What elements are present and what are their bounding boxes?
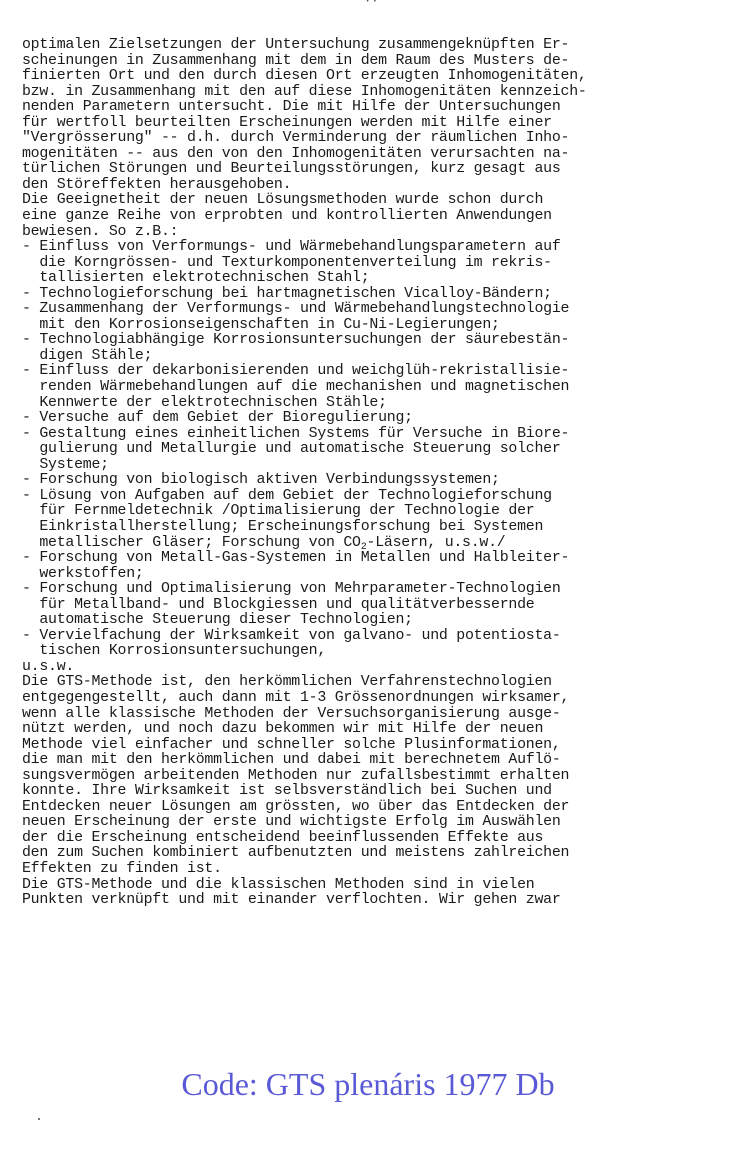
text-line: wenn alle klassische Methoden der Versuchsorganisierung ausge-: [22, 705, 561, 722]
text-line: neuen Erscheinung der erste und wichtigste Erfolg im Auswählen: [22, 814, 561, 831]
text-line: automatische Steuerung dieser Technologien;: [22, 612, 413, 629]
text-line: Effekten zu finden ist.: [22, 860, 222, 877]
text-line: tischen Korrosionsuntersuchungen,: [22, 643, 327, 660]
page-number-mark: ··: [364, 0, 379, 8]
text-line: finierten Ort und den durch diesen Ort erzeugten Inhomogenitäten,: [22, 68, 587, 85]
text-line: Die GTS-Methode und die klassischen Methoden sind in vielen: [22, 876, 535, 893]
text-line: sungsvermögen arbeitenden Methoden nur zufallsbestimmt erhalten: [22, 767, 570, 784]
text-line: eine ganze Reihe von erprobten und kontrollierten Anwendungen: [22, 208, 552, 225]
text-line: Systeme;: [22, 456, 109, 473]
text-line: mit den Korrosionseigenschaften in Cu-Ni-Legierungen;: [22, 316, 500, 333]
text-line: die Korngrössen- und Texturkomponentenverteilung im rekris-: [22, 254, 552, 271]
text-line: - Lösung von Aufgaben auf dem Gebiet der Technologieforschung: [22, 487, 552, 504]
text-line: bewiesen. So z.B.:: [22, 223, 179, 240]
text-line: "Vergrösserung" -- d.h. durch Verminderung der räumlichen Inho-: [22, 130, 570, 147]
text-line: digen Stähle;: [22, 347, 153, 364]
text-line: für wertfoll beurteilten Erscheinungen werden mit Hilfe einer: [22, 114, 552, 131]
text-line: den zum Suchen kombiniert aufbenutzten und meistens zahlreichen: [22, 845, 570, 862]
text-line: bzw. in Zusammenhang mit den auf diese Inhomogenitäten kennzeich-: [22, 83, 587, 100]
text-line: Einkristallherstellung; Erscheinungsforschung bei Systemen: [22, 518, 544, 535]
text-line: Punkten verknüpft und mit einander verflochten. Wir gehen zwar: [22, 892, 561, 909]
text-line: der die Erscheinung entscheidend beeinflussenden Effekte aus: [22, 829, 544, 846]
text-line: Die GTS-Methode ist, den herkömmlichen Verfahrenstechnologien: [22, 674, 552, 691]
text-line: - Technologieforschung bei hartmagnetischen Vicalloy-Bändern;: [22, 285, 552, 302]
text-line: Kennwerte der elektrotechnischen Stähle;: [22, 394, 387, 411]
typewritten-text-body: [22, 38, 587, 909]
text-line: für Metallband- und Blockgiessen und qualitätverbessernde: [22, 596, 535, 613]
text-line: Methode viel einfacher und schneller solche Plusinformationen,: [22, 736, 561, 753]
text-line: optimalen Zielsetzungen der Untersuchung zusammengeknüpften Er-: [22, 37, 570, 53]
text-line: türlichen Störungen und Beurteilungsstörungen, kurz gesagt aus: [22, 161, 561, 178]
scan-speck: [38, 1118, 40, 1120]
text-line: - Gestaltung eines einheitlichen Systems für Versuche in Biore-: [22, 425, 570, 442]
text-line: u.s.w.: [22, 658, 75, 675]
text-line: entgegengestellt, auch dann mit 1-3 Grössenordnungen wirksamer,: [22, 689, 570, 706]
text-line: - Forschung von biologisch aktiven Verbindungssystemen;: [22, 472, 500, 489]
text-line: die man mit den herkömmlichen und dabei mit berechnetem Auflö-: [22, 752, 561, 769]
text-line: gulierung und Metallurgie und automatische Steuerung solcher: [22, 441, 561, 458]
text-line: - Technologiabhängige Korrosionsuntersuchungen der säurebestän-: [22, 332, 570, 349]
text-line: Die Geeignetheit der neuen Lösungsmethoden wurde schon durch: [22, 192, 544, 209]
text-line: scheinungen in Zusammenhang mit dem in dem Raum des Musters de-: [22, 52, 570, 69]
text-line: metallischer Gläser; Forschung von $CO_2$-Läsern, u.s.w./: [22, 534, 506, 553]
text-line: - Zusammenhang der Verformungs- und Wärmebehandlungstechnologie: [22, 301, 570, 318]
text-line: konnte. Ihre Wirksamkeit ist selbsverständlich bei Suchen und: [22, 783, 552, 800]
text-line: - Vervielfachung der Wirksamkeit von galvano- und potentiosta-: [22, 627, 561, 644]
text-line: - Forschung und Optimalisierung von Mehrparameter-Technologien: [22, 581, 561, 598]
text-line: den Störeffekten herausgehoben.: [22, 176, 292, 193]
text-line: Entdecken neuer Lösungen am grössten, wo über das Entdecken der: [22, 798, 570, 815]
text-line: - Einfluss von Verformungs- und Wärmebehandlungsparametern auf: [22, 239, 561, 256]
text-line: tallisierten elektrotechnischen Stahl;: [22, 270, 370, 287]
text-line: mogenitäten -- aus den von den Inhomogenitäten verursachten na-: [22, 145, 570, 162]
code-label: Code: GTS plenáris 1977 Db: [181, 1066, 555, 1102]
text-line: - Forschung von Metall-Gas-Systemen in Metallen und Halbleiter-: [22, 550, 570, 567]
text-line: nenden Parametern untersucht. Die mit Hilfe der Untersuchungen: [22, 99, 561, 116]
text-line: - Versuche auf dem Gebiet der Bioregulierung;: [22, 410, 413, 427]
text-line: für Fernmeldetechnik /Optimalisierung der Technologie der: [22, 503, 535, 520]
text-line: nützt werden, und noch dazu bekommen wir mit Hilfe der neuen: [22, 721, 544, 738]
text-line: werkstoffen;: [22, 565, 144, 582]
text-line: renden Wärmebehandlungen auf die mechanishen und magnetischen: [22, 379, 570, 396]
text-line: - Einfluss der dekarbonisierenden und weichglüh-rekristallisie-: [22, 363, 570, 380]
